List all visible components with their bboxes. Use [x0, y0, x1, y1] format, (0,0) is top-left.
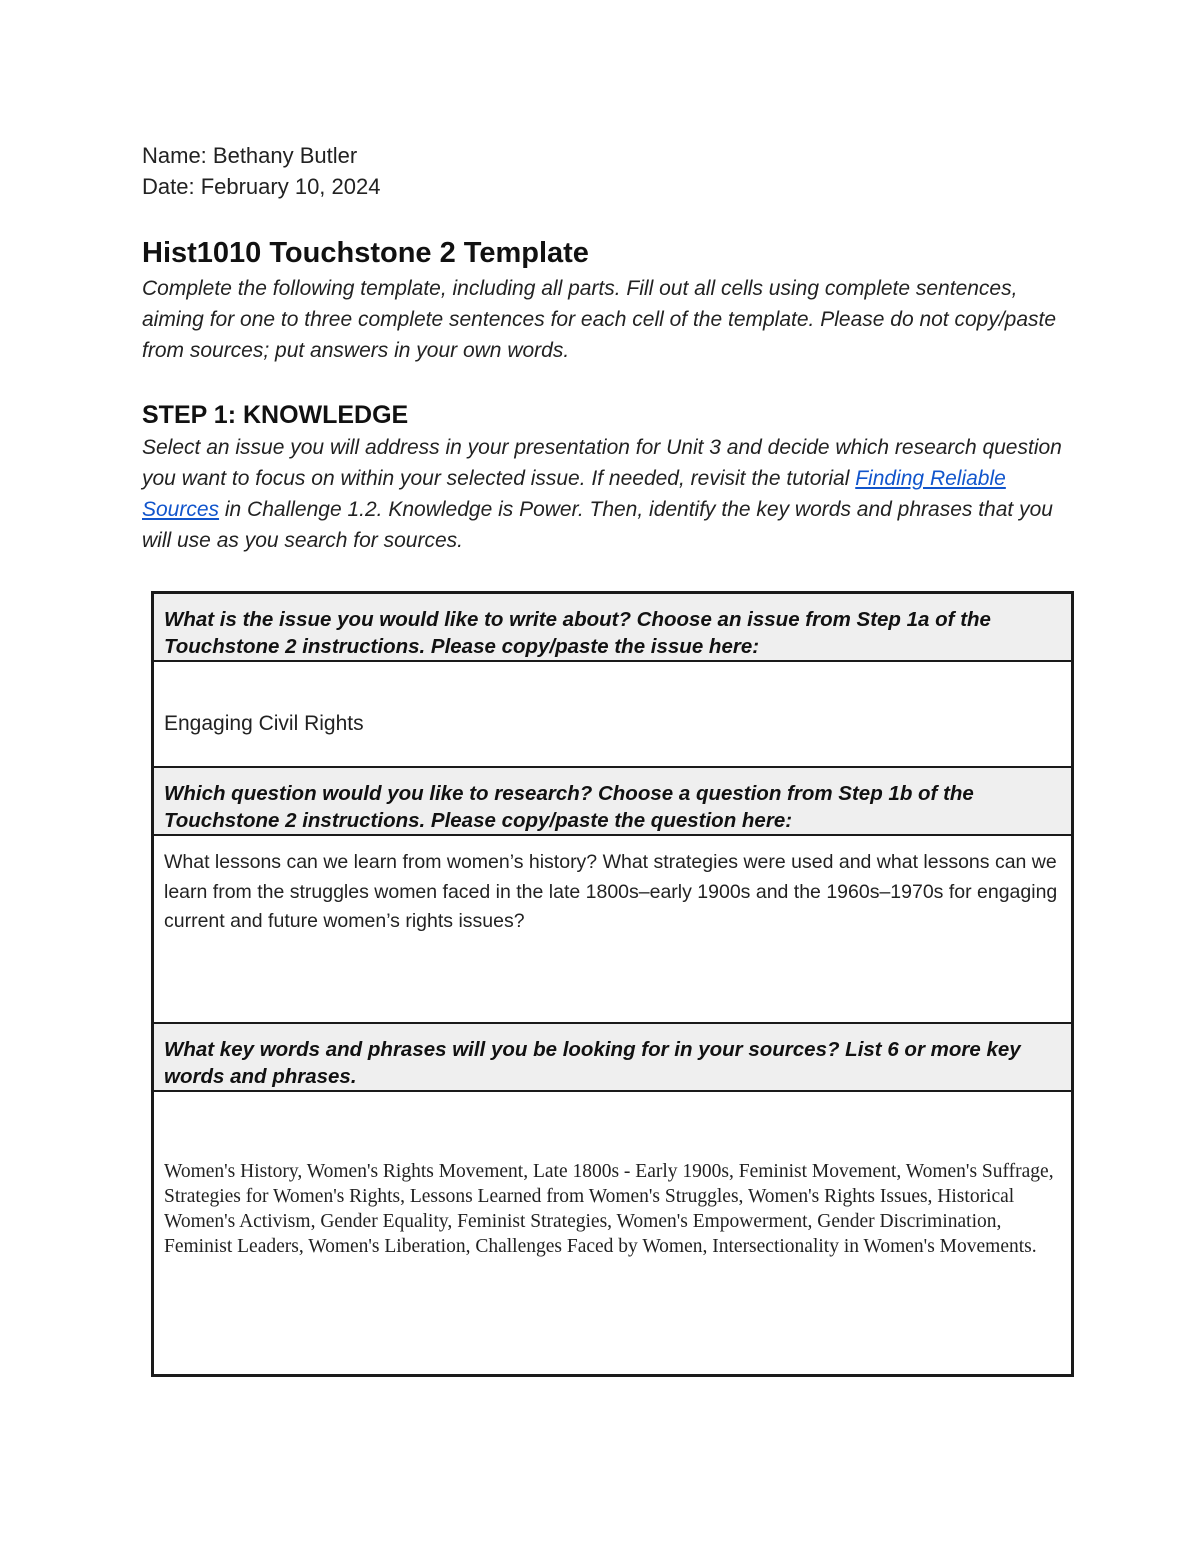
keywords-answer-text: Women's History, Women's Rights Movement, Late 1800s - Early 1900s, Feminist Movement, Women's Suffrage, Strategies for Women's Rights, Lessons Learned from Women's Struggles, Women's Rights Issues, Historical Women's Activism, Gender Equality, Feminist Strategies, Women's Empowerment, Gender Discrimination, Feminist Leaders, Women's Liberation, Challenges Faced by Women, Intersectionality in Women's Movements. [164, 1161, 1054, 1257]
table-row [153, 593, 1073, 662]
template-instructions: Complete the following template, including all parts. Fill out all cells using complete sentences, aiming for one to three complete sentences for each cell of the template. Please do not copy/paste from sources; put answers in your own words. [142, 277, 1057, 362]
document-title: Hist1010 Touchstone 2 Template [142, 237, 589, 269]
research-question-answer-text: What lessons can we learn from women’s history? What strategies were used and what lessons can we learn from the struggles women faced in the late 1800s–early 1900s and the 1960s–1970s for engaging current and future women’s rights issues? [164, 851, 1058, 932]
table-row [153, 661, 1073, 767]
issue-answer-cell[interactable] [153, 661, 1073, 767]
keywords-answer-cell[interactable] [153, 1091, 1073, 1376]
keywords-question-cell: What key words and phrases will you be looking for in your sources? List 6 or more key words and phrases. [153, 1023, 1073, 1091]
finding-reliable-sources-link[interactable]: Finding Reliable Sources [142, 467, 1006, 521]
student-name: Name: Bethany Butler [142, 143, 358, 168]
issue-question-cell: What is the issue you would like to write about? Choose an issue from Step 1a of the Touchstone 2 instructions. Please copy/paste the issue here: [153, 593, 1073, 662]
research-question-prompt-cell: Which question would you like to research? Choose a question from Step 1b of the Touchstone 2 instructions. Please copy/paste the question here: [153, 767, 1073, 835]
step-1-desc-part-1: Select an issue you will address in your presentation for Unit 3 and decide which research question you want to focus on within your selected issue. If needed, revisit the tutorial [142, 436, 1062, 490]
table-row [153, 767, 1073, 835]
step-1-desc-part-2: in Challenge 1.2. Knowledge is Power. Then, identify the key words and phrases that you will use as you search for sources. [142, 498, 1053, 552]
research-question-answer-cell[interactable] [153, 835, 1073, 1023]
issue-answer-text: Engaging Civil Rights [164, 712, 364, 735]
submission-date: Date: February 10, 2024 [142, 174, 381, 199]
table-row [153, 1091, 1073, 1376]
document-page [142, 140, 1072, 556]
step-1-heading: STEP 1: KNOWLEDGE [142, 401, 409, 429]
table-row [153, 835, 1073, 1023]
knowledge-template-table [151, 591, 1074, 1377]
step-1-description [142, 432, 1072, 556]
table-row [153, 1023, 1073, 1091]
